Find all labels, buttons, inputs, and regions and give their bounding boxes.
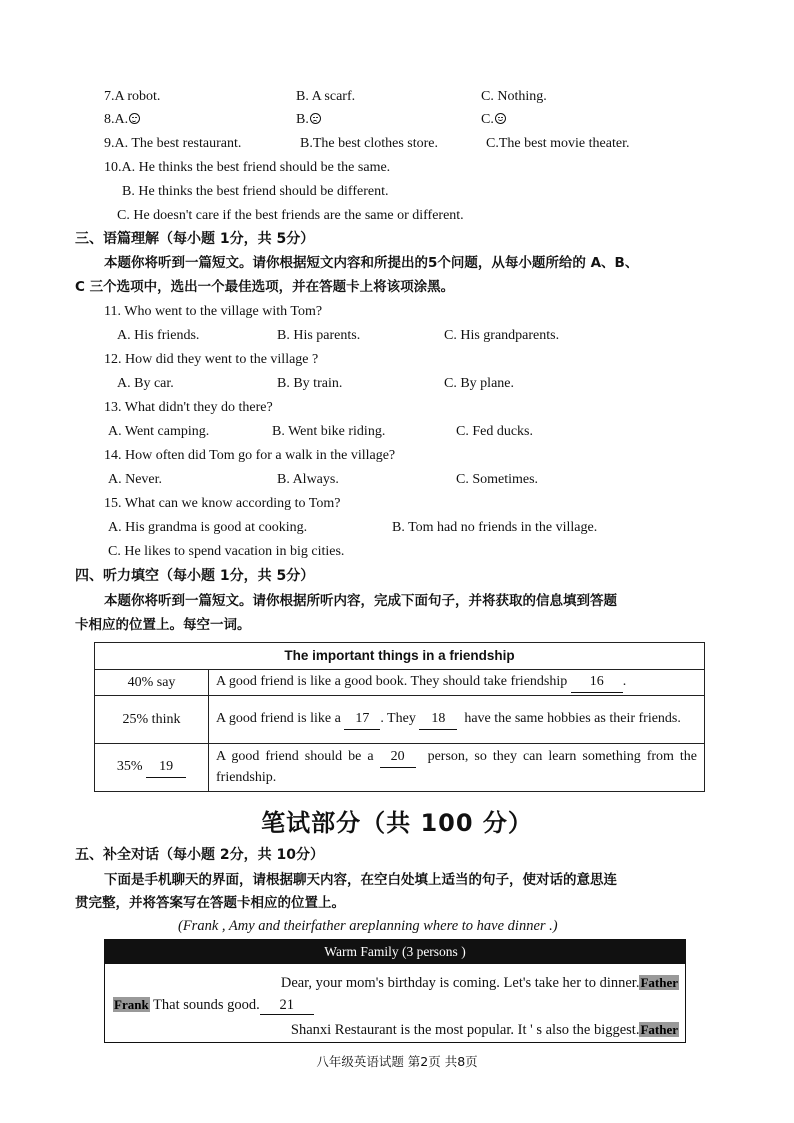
section3-instruction-line1: 本题你将听到一篇短文。请你根据短文内容和所提出的5个问题，从每小题所给的 A、B、 [104,255,639,271]
section4-instruction-line2: 卡相应的位置上。每空一词。 [75,617,251,633]
section3-heading: 三、语篇理解（每小题 1分，共 5分） [75,231,315,247]
table-header-row [95,643,705,670]
statement-cell: A good friend is like a 17 . They 18 have the same hobbies as their friends. [209,696,705,744]
q12-question: 12. How did they went to the village ? [104,352,319,367]
page-footer: 八年级英语试题 第2页 共8页 [316,1054,478,1069]
written-part-title: 笔试部分（共 100 分） [261,809,533,837]
friendship-table [94,642,705,792]
q14-option-b: B. Always. [277,472,339,487]
answer-blank-20: 20 [380,747,416,768]
q12-option-c: C. By plane. [444,376,514,391]
q15-question: 15. What can we know according to Tom? [104,496,341,511]
percent-cell: 35% 19 [95,744,209,792]
section5-instruction-line2: 贯完整，并将答案写在答题卡相应的位置上。 [75,895,345,911]
table-row [95,744,705,792]
table-row [95,696,705,744]
q14-option-c: C. Sometimes. [456,472,539,487]
q8-option-b: B. [296,111,321,129]
q8-option-a: 8.A. [104,111,140,129]
q11-option-a: A. His friends. [117,328,200,343]
chat-message-father-1: Dear, your mom's birthday is coming. Let's take her to dinner.Father [280,975,678,991]
q11-option-c: C. His grandparents. [444,328,560,343]
chat-group-title: Warm Family (3 persons ) [105,940,685,964]
q15-option-b: B. Tom had no friends in the village. [392,520,598,535]
table-row [95,670,705,696]
chat-message-father-2: Shanxi Restaurant is the most popular. It ' s also the biggest.Father [290,1022,678,1038]
q13-option-c: C. Fed ducks. [456,424,533,439]
section5-instruction-line1: 下面是手机聊天的界面，请根据聊天内容，在空白处填上适当的句子，使对话的意思连 [104,872,617,888]
dialogue-context: (Frank , Amy and theirfather areplanning where to have dinner .) [178,918,558,934]
happy-face-icon [129,113,140,124]
q10-option-a: 10.A. He thinks the best friend should be the same. [104,160,391,175]
chat-message-frank: Frank That sounds good. 21 [113,996,314,1015]
q9-option-a: 9.A. The best restaurant. [104,136,242,151]
q10-option-c: C. He doesn't care if the best friends are the same or different. [117,208,464,223]
q11-question: 11. Who went to the village with Tom? [104,304,323,319]
sender-name: Father [640,1022,678,1037]
answer-blank-17: 17 [344,709,380,730]
q9-option-b: B.The best clothes store. [300,136,439,151]
q12-option-a: A. By car. [117,376,174,391]
laughing-face-icon [495,113,506,124]
table-title: The important things in a friendship [95,643,705,670]
sender-name: Frank [114,997,149,1012]
q13-option-b: B. Went bike riding. [272,424,386,439]
statement-cell: A good friend is like a good book. They should take friendship 16 . [209,670,705,696]
q10-option-b: B. He thinks the best friend should be different. [122,184,389,199]
q15-option-c: C. He likes to spend vacation in big cities. [108,544,345,559]
q8-option-c: C. [481,111,506,129]
answer-blank-18: 18 [419,709,457,730]
percent-cell: 40% say [95,670,209,696]
q14-option-a: A. Never. [108,472,163,487]
q11-option-b: B. His parents. [277,328,361,343]
answer-blank-16: 16 [571,672,623,693]
q7-option-a: 7.A robot. [104,89,161,104]
q9-option-c: C.The best movie theater. [486,136,630,151]
section3-instruction-line2: C 三个选项中，选出一个最佳选项，并在答题卡上将该项涂黑。 [75,279,455,295]
q14-question: 14. How often did Tom go for a walk in the village? [104,448,396,463]
q13-option-a: A. Went camping. [108,424,210,439]
answer-blank-19: 19 [146,757,186,778]
sad-face-icon [310,113,321,124]
q15-option-a: A. His grandma is good at cooking. [108,520,308,535]
q7-option-c: C. Nothing. [481,89,547,104]
sender-name: Father [640,975,678,990]
percent-cell: 25% think [95,696,209,744]
section4-heading: 四、听力填空（每小题 1分，共 5分） [75,568,315,584]
statement-cell: A good friend should be a 20 person, so they can learn something from the friendship. [209,744,705,792]
q13-question: 13. What didn't they do there? [104,400,273,415]
answer-blank-21: 21 [260,996,314,1015]
q7-option-b: B. A scarf. [296,89,356,104]
q12-option-b: B. By train. [277,376,343,391]
chat-window [104,939,686,1043]
section4-instruction-line1: 本题你将听到一篇短文。请你根据所听内容，完成下面句子，并将获取的信息填到答题 [104,593,617,609]
section5-heading: 五、补全对话（每小题 2分，共 10分） [75,847,324,863]
